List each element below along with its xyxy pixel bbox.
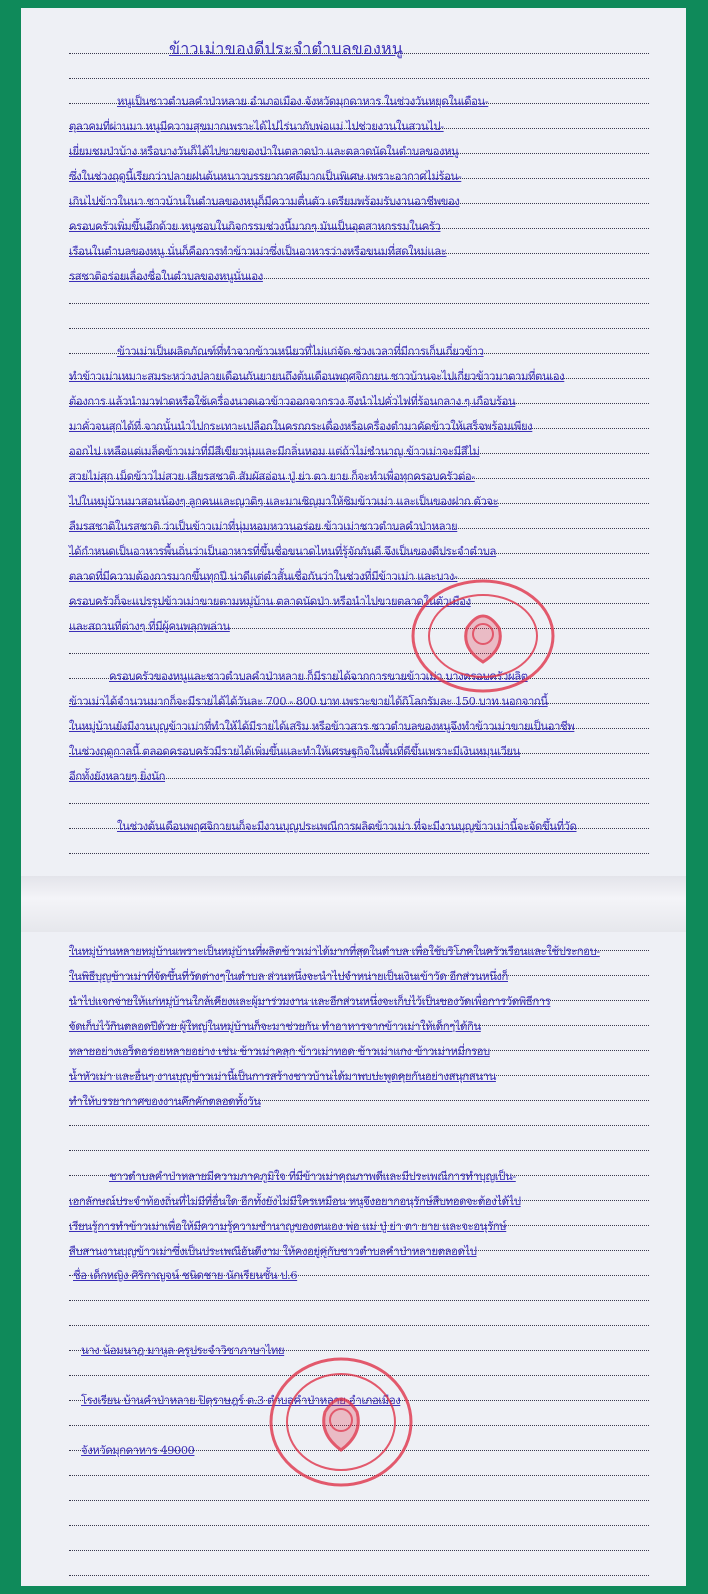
ruled-line [69, 1300, 649, 1301]
text-line: หลายอย่างเอร็ดอร่อยหลายอย่าง เช่น ข้าวเม่าคลุก ข้าวเม่าทอด ข้าวเม่าแกง ข้าวเม่าหมี่กรอบ [69, 1045, 490, 1058]
ruled-line [69, 1325, 649, 1326]
text-line: สวยไม่สุก เม็ดข้าวไม่สวย เสียรสชาติ สัมผัสอ่อน ปู่ ย่า ตา ยาย ก็จะทำเพื่อทุกครอบครัวต่อ- [69, 470, 475, 483]
text-line: ข้าวเม่าเป็นผลิตภัณฑ์ที่ทำจากข้าวเหนียวที่ไม่แก่จัด ช่วงเวลาที่มีการเก็บเกี่ยวข้าว [117, 345, 484, 358]
text-line: จังหวัดมุกดาหาร 49000 [81, 1444, 195, 1457]
text-line: ต้องการ แล้วนำมาฟาดหรือใช้เครื่องนวดเอาข้าวออกจากรวง จึงนำไปคั่วไฟที่ร้อนกลาง ๆ เกือบร้อน [69, 395, 516, 408]
text-line: ทำให้บรรยากาศของงานคึกคักตลอดทั้งวัน [69, 1095, 261, 1108]
ruled-line [69, 328, 649, 329]
ruled-line [69, 303, 649, 304]
page-fold [21, 876, 686, 932]
text-line: ลืมรสชาติในรสชาติ ว่าเป็นข้าวเม่าที่นุ่มหอมหวานอร่อย ข้าวเม่าชาวตำบลคำป่าหลาย [69, 520, 458, 533]
ruled-line [69, 653, 649, 654]
text-line: จัดเก็บไว้กินตลอดปีด้วย ผู้ใหญ่ในหมู่บ้านก็จะมาช่วยกัน ทำอาหารจากข้าวเม่าให้เด็กๆได้กิน [69, 1020, 481, 1033]
text-line: เรียนรู้การทำข้าวเม่าเพื่อให้มีความรู้ความชำนาญของตนเอง พ่อ แม่ ปู่ ย่า ตา ยาย และจะอนุรักษ์ [69, 1220, 507, 1233]
ruled-line [69, 1500, 649, 1501]
text-line: ได้กำหนดเป็นอาหารพื้นถิ่นว่าเป็นอาหารที่ขึ้นชื่อขนาดไหนที่รู้จักกันดี จึงเป็นของดีประจำตำบล [69, 545, 497, 558]
ruled-line [69, 78, 649, 79]
text-line: ครอบครัวของหนูและชาวตำบลคำป่าหลาย ก็มีรายได้จากการขายข้าวเม่า บางครอบครัวผลิต [109, 670, 528, 683]
ruled-line [69, 803, 649, 804]
text-line: อีกทั้งยังหลายๆ ยิ่งนัก [69, 770, 166, 783]
ruled-line [69, 1150, 649, 1151]
text-line: ตลาดที่มีความต้องการมากขึ้นทุกปี น่าดีแต่ตำสั้นเชื่อกันว่าในช่วงที่มีข้าวเม่า และบาง- [69, 570, 458, 583]
text-line: ออกไป เหลือแต่เมล็ดข้าวเม่าที่มีสีเขียวนุ่มและมีกลิ่นหอม แต่ถ้าไม่ชำนาญ ข้าวเม่าจะมีสีไม่ [69, 445, 480, 458]
text-line: ในหมู่บ้านยังมีงานบุญข้าวเม่าที่ทำให้ได้มีรายได้เสริม หรือข้าวสาร ชาวตำบลของหนูจึงทำข้าวเม่าขายเป็นอาชีพ [69, 720, 575, 733]
text-line: เอกลักษณ์ประจำท้องถิ่นที่ไม่มีที่อื่นใด อีกทั้งยังไม่มีใครเหมือน หนูจึงอยากอนุรักษ์สืบทอดจะต้องได้ไป [69, 1195, 521, 1208]
text-line: และสถานที่ต่างๆ ที่มีผู้คนพลุกพล่าน [69, 620, 230, 633]
ruled-line [69, 1550, 649, 1551]
text-line: ตุลาคมที่ผ่านมา หนูมีความสุขมากเพราะได้ไปไร่นากับพ่อแม่ ไปช่วยงานในสวนไป- [69, 120, 444, 133]
text-line: ในพิธีบุญข้าวเม่าที่จัดขึ้นที่วัดต่างๆในตำบล ส่วนหนึ่งจะนำไปจำหน่ายเป็นเงินเข้าวัด อีกส่วนหนึ่งก็ [69, 970, 508, 983]
text-line: ซึ่งในช่วงฤดูนี้เรียกว่าปลายฝนต้นหนาวบรรยากาศดีมากเป็นพิเศษ เพราะอากาศไม่ร้อน- [69, 170, 462, 183]
text-line: ข้าวเม่าของดีประจำตำบลของหนู [169, 39, 404, 58]
text-line: นาง น้อมนาฎ มานูล ครูประจำวิชาภาษาไทย [81, 1344, 285, 1357]
ruled-line [69, 853, 649, 854]
text-line: ในช่วงต้นเดือนพฤศจิกายนก็จะมีงานบุญประเพณีการผลิตข้าวเม่า ที่จะมีงานบุญข้าวเม่านี้จะจัดขึ้นที่วัด [117, 820, 577, 833]
text-line: ในช่วงฤดูกาลนี้ ตลอดครอบครัวมีรายได้เพิ่มขึ้นและทำให้เศรษฐกิจในพื้นที่ดีขึ้นเพราะมีเงินหมุนเวียน [69, 745, 520, 758]
text-line: ชาวตำบลคำป่าหลายมีความภาคภูมิใจ ที่มีข้าวเม่าคุณภาพดีและมีประเพณีการทำบุญเป็น- [109, 1170, 516, 1183]
ruled-line [69, 1125, 649, 1126]
ruled-line [69, 1575, 649, 1576]
text-line: เยี่ยมชมป่าบ้าง หรือบางวันก็ได้ไปขายของป่าในตลาดป่า และตลาดนัดในตำบลของหนู [69, 145, 459, 158]
document-frame [21, 8, 686, 1586]
text-line: ชื่อ เด็กหญิง ศิริกาญจน์ ชนิดชาย นักเรียนชั้น ป.6 [73, 1269, 298, 1282]
text-line: น้ำหัวเม่า และอื่นๆ งานบุญข้าวเม่านี้เป็นการสร้างชาวบ้านได้มาพบปะพูดคุยกันอย่างสนุกสนาน [69, 1070, 496, 1083]
text-line: มาคั่วจนสุกได้ที่ จากนั้นนำไปกระเทาะเปลือกในครกกระเดื่องหรือเครื่องตำมาคัดข้าวให้เสร็จพร้อมเพียง [69, 420, 533, 433]
text-line: หนูเป็นชาวตำบลคำป่าหลาย อำเภอเมือง จังหวัดมุกดาหาร ในช่วงวันหยุดในเดือน- [117, 95, 489, 108]
text-line: ในหมู่บ้านหลายหมู่บ้านเพราะเป็นหมู่บ้านที่ผลิตข้าวเม่าได้มากที่สุดในตำบล เพื่อใช้บริโภคในครัวเรือนและใช้ประกอบ- [69, 945, 600, 958]
ruled-line [69, 1525, 649, 1526]
text-line: เกินไปข้าวในนา ชาวบ้านในตำบลของหนูก็มีความตื่นตัว เตรียมพร้อมรับงานอาชีพของ [69, 195, 460, 208]
school-seal-icon [405, 576, 560, 696]
text-line: ครอบครัวก็จะแปรรูปข้าวเม่าขายตามหมู่บ้าน ตลาดนัดป่า หรือนำไปขายตลาดในตัวเมือง [69, 595, 471, 608]
text-line: ทำข้าวเม่าเหมาะสมระหว่างปลายเดือนกันยายนถึงต้นเดือนพฤศจิกายน ชาวบ้านจะไปเกี่ยวข้าวมาตามที่ตนเอง [69, 370, 565, 383]
text-line: สืบสานงานบุญข้าวเม่าซึ่งเป็นประเพณีอันดีงาม ให้คงอยู่คู่กับชาวตำบลคำป่าหลายตลอดไป [69, 1245, 477, 1258]
school-seal-icon [263, 1352, 418, 1492]
text-line: ครอบครัวเพิ่มขึ้นอีกด้วย หนูชอบในกิจกรรมช่วงนี้มากๆ มันเป็นอุตสาหกรรมในครัว [69, 220, 441, 233]
text-line: นำไปแจกจ่ายให้แก่หมู่บ้านใกล้เคียงและผู้มาร่วมงาน และอีกส่วนหนึ่งจะเก็บไว้เป็นของวัดเพื่อการวัดพิธีการ [69, 995, 551, 1008]
text-line: รสชาติอร่อยเลื่องชื่อในตำบลของหนูนั่นเอง [69, 270, 263, 283]
text-line: โรงเรียน บ้านคำป่าหลาย ปิตุราษฎร์ ต.3 ตำบลคำป่าหลาย อำเภอเมือง [81, 1394, 401, 1407]
text-line: เรือนในตำบลของหนู นั่นก็คือการทำข้าวเม่าซึ่งเป็นอาหารว่างหรือขนมที่สดใหม่และ [69, 245, 447, 258]
text-line: ข้าวเม่าได้จำนวนมากก็จะมีรายได้ได้วันละ 700 - 800 บาท เพราะขายได้กิโลกรัมละ 150 บาท นอกจากนี้ [69, 695, 548, 708]
text-line: ไปในหมู่บ้านมาสอนน้องๆ ลูกคนและญาติๆ และมาเชิญมาให้ชิมข้าวเม่า และเป็นของฝาก ตัวจะ [69, 495, 499, 508]
